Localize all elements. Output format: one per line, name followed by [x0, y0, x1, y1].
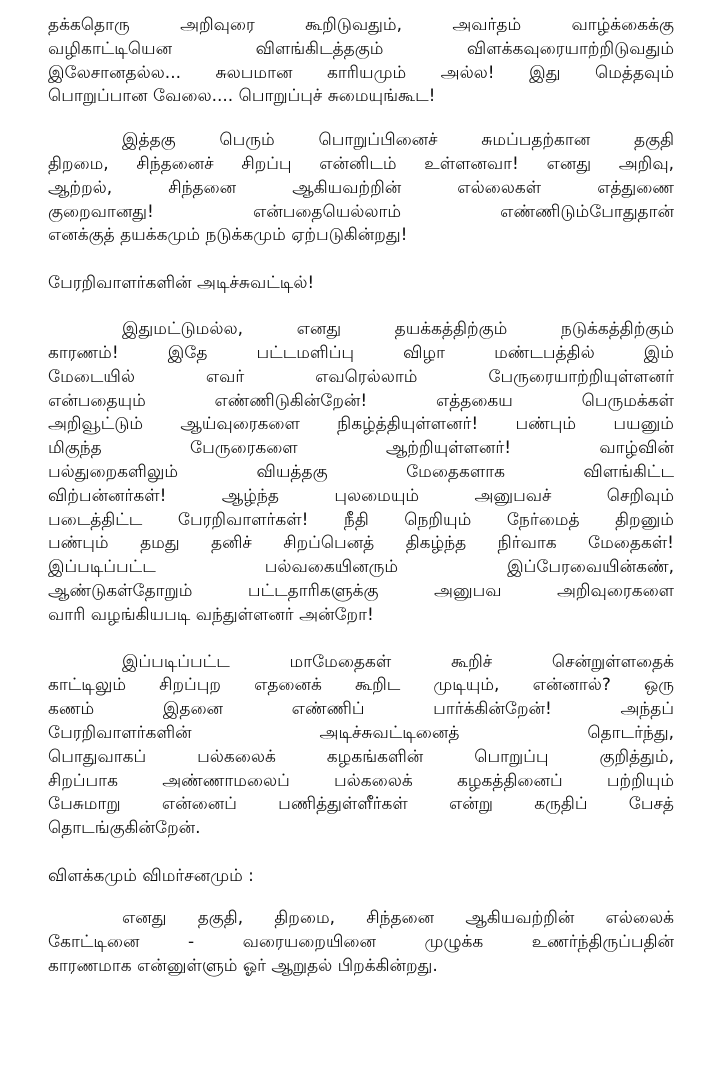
text-line: காட்டிலும் சிறப்புற எதனைக் கூறிட முடியும், என்னால்? ஒரு [48, 675, 674, 696]
paragraph-5 [48, 907, 674, 978]
text-line: மிகுந்த பேருரைகளை ஆற்றியுள்ளனர்! வாழ்வின் [48, 438, 674, 459]
text-line: என்பதையும் எண்ணிடுகின்றேன்! எத்தகைய பெருமக்கள் [48, 390, 674, 411]
text-line: பண்பும் தமது தனிச் சிறப்பெனத் திகழ்ந்த நிர்வாக மேதைகள்! [48, 533, 674, 554]
text-line: பேரறிவாளர்களின் அடிச்சுவட்டினைத் தொடர்ந்து, [48, 722, 674, 743]
text-line: வாரி வழங்கியபடி வந்துள்ளனர் அன்றோ! [48, 604, 374, 625]
text-line: காரணம்! இதே பட்டமளிப்பு விழா மண்டபத்தில் இம் [48, 342, 674, 363]
text-line: சிறப்பாக அண்ணாமலைப் பல்கலைக் கழகத்தினைப் பற்றியும் [48, 770, 674, 791]
text-line: இப்படிப்பட்ட பல்வகையினரும் இப்பேரவையின்கண், [48, 557, 674, 578]
text-line: மேடையில் எவர் எவரெல்லாம் பேருரையாற்றியுள்ளனர் [48, 366, 674, 387]
text-line: எனக்குத் தயக்கமும் நடுக்கமும் ஏற்படுகின்றது! [48, 225, 408, 246]
paragraph-1 [48, 14, 674, 109]
text-line: இதுமட்டுமல்ல, எனது தயக்கத்திற்கும் நடுக்கத்திற்கும் [122, 319, 674, 340]
paragraph-2 [48, 129, 674, 248]
paragraph-3 [48, 318, 674, 627]
text-line: கணம் இதனை எண்ணிப் பார்க்கின்றேன்! அந்தப் [48, 699, 674, 720]
text-line: படைத்திட்ட பேரறிவாளர்கள்! நீதி நெறியும் நேர்மைத் திறனும் [48, 509, 674, 530]
text-line: விற்பன்னர்கள்! ஆழ்ந்த புலமையும் அனுபவச் செறிவும் [48, 485, 674, 506]
text-line: இலேசானதல்ல... சுலபமான காரியமும் அல்ல! இது மெத்தவும் [48, 62, 674, 83]
text-line: இப்படிப்பட்ட மாமேதைகள் கூறிச் சென்றுள்ளதைக் [122, 651, 674, 672]
text-line: இத்தகு பெரும் பொறுப்பினைச் சுமப்பதற்கான தகுதி [122, 130, 674, 151]
text-line: குறைவானது! என்பதையெல்லாம் எண்ணிடும்போதுதான் [48, 201, 674, 222]
text-line: பொறுப்பான வேலை.... பொறுப்புச் சுமையுங்கூட! [48, 86, 436, 107]
book-page [48, 14, 674, 1001]
text-line: கோட்டினை - வரையறையினை முழுக்க உணர்ந்திருப்பதின் [48, 931, 674, 952]
text-line: திறமை, சிந்தனைச் சிறப்பு என்னிடம் உள்ளனவா! எனது அறிவு, [48, 153, 674, 174]
text-line: பல்துறைகளிலும் வியத்தகு மேதைகளாக விளங்கிட்ட [48, 461, 674, 482]
text-line: தொடங்குகின்றேன். [48, 818, 201, 839]
text-line: எனது தகுதி, திறமை, சிந்தனை ஆகியவற்றின் எல்லைக் [122, 907, 674, 928]
section-heading-explanation: விளக்கமும் விமர்சனமும் : [48, 865, 254, 886]
section-heading-footsteps: பேரறிவாளர்களின் அடிச்சுவட்டில்! [48, 273, 315, 294]
text-line: வழிகாட்டியென விளங்கிடத்தகும் விளக்கவுரையாற்றிடுவதும் [48, 38, 674, 59]
text-line: தக்கதொரு அறிவுரை கூறிடுவதும், அவர்தம் வாழ்க்கைக்கு [48, 15, 674, 35]
text-line: அறிவூட்டும் ஆய்வுரைகளை நிகழ்த்தியுள்ளனர்! பண்பும் பயனும் [48, 414, 674, 435]
text-line: ஆற்றல், சிந்தனை ஆகியவற்றின் எல்லைகள் எத்துணை [48, 177, 674, 198]
text-line: பொதுவாகப் பல்கலைக் கழகங்களின் பொறுப்பு குறித்தும், [48, 746, 674, 767]
text-line: காரணமாக என்னுள்ளும் ஓர் ஆறுதல் பிறக்கின்றது. [48, 955, 438, 976]
text-line: ஆண்டுகள்தோறும் பட்டதாரிகளுக்கு அனுபவ அறிவுரைகளை [48, 580, 674, 601]
paragraph-4 [48, 651, 674, 841]
text-line: பேசுமாறு என்னைப் பணித்துள்ளீர்கள் என்று கருதிப் பேசத் [48, 794, 674, 815]
